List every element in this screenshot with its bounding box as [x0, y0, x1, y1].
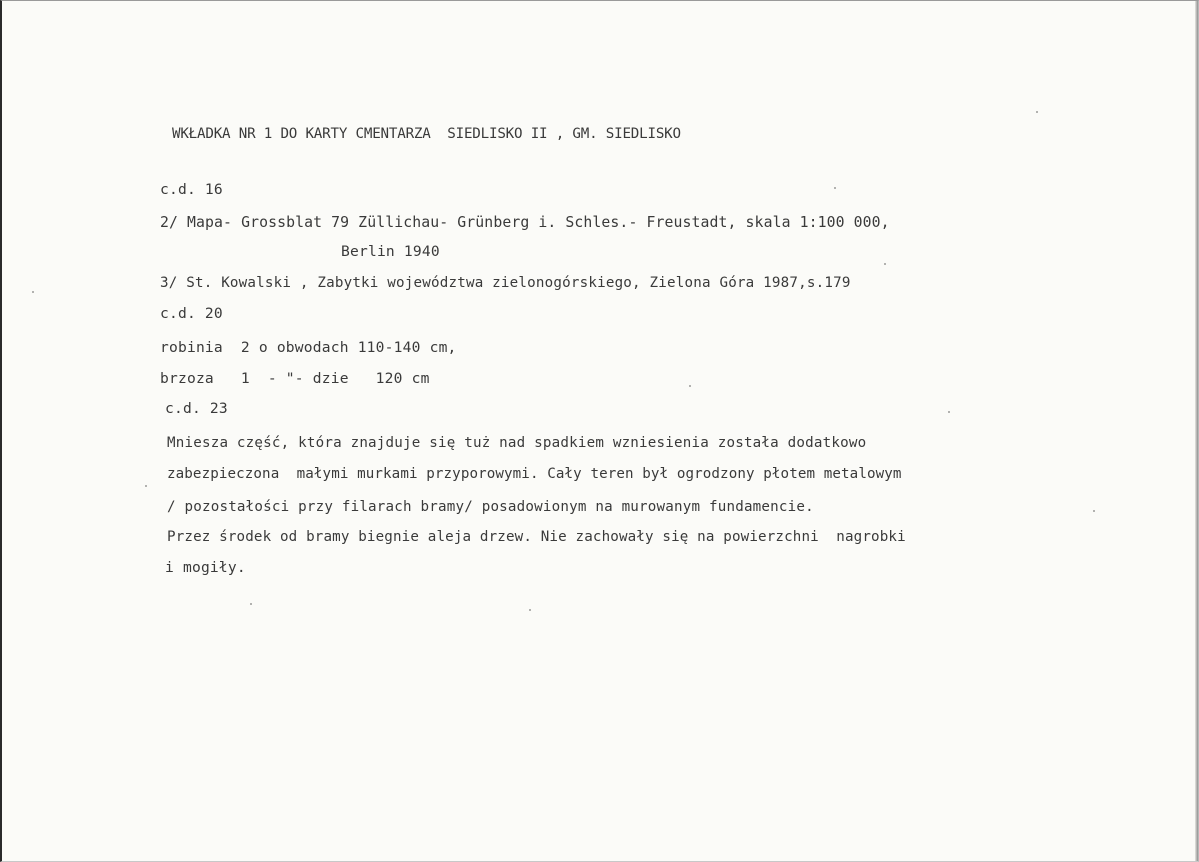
paper-speck: [884, 263, 886, 265]
description-line-3: / pozostałości przy filarach bramy/ posadowionym na murowanym fundamencie.: [167, 499, 814, 515]
description-line-5: i mogiły.: [165, 559, 246, 576]
section-label-cd20: c.d. 20: [160, 305, 223, 322]
source-entry-2-continuation: Berlin 1940: [341, 243, 440, 260]
tree-entry-robinia: robinia 2 o obwodach 110-140 cm,: [160, 339, 457, 356]
paper-speck: [948, 411, 950, 413]
paper-speck: [1036, 111, 1038, 113]
description-line-2: zabezpieczona małymi murkami przyporowymi. Cały teren był ogrodzony płotem metalowym: [167, 466, 902, 482]
section-label-cd23: c.d. 23: [165, 400, 228, 417]
source-entry-2: 2/ Mapa- Grossblat 79 Züllichau- Grünberg i. Schles.- Freustadt, skala 1:100 000,: [160, 214, 890, 231]
card-header: WKŁADKA NR 1 DO KARTY CMENTARZA SIEDLISKO II , GM. SIEDLISKO: [172, 126, 681, 142]
description-line-4: Przez środek od bramy biegnie aleja drzew. Nie zachowały się na powierzchni nagrobki: [167, 529, 906, 545]
paper-speck: [1093, 510, 1095, 512]
paper-speck: [145, 485, 147, 487]
paper-speck: [689, 385, 691, 387]
section-label-cd16: c.d. 16: [160, 181, 223, 198]
tree-entry-brzoza: brzoza 1 - "- dzie 120 cm: [160, 370, 430, 387]
paper-speck: [529, 609, 531, 611]
paper-speck: [250, 603, 252, 605]
paper-speck: [32, 291, 34, 293]
source-entry-3: 3/ St. Kowalski , Zabytki województwa zielonogórskiego, Zielona Góra 1987,s.179: [160, 275, 851, 291]
paper-speck: [834, 187, 836, 189]
description-line-1: Mniesza część, która znajduje się tuż nad spadkiem wzniesienia została dodatkowo: [167, 435, 867, 451]
